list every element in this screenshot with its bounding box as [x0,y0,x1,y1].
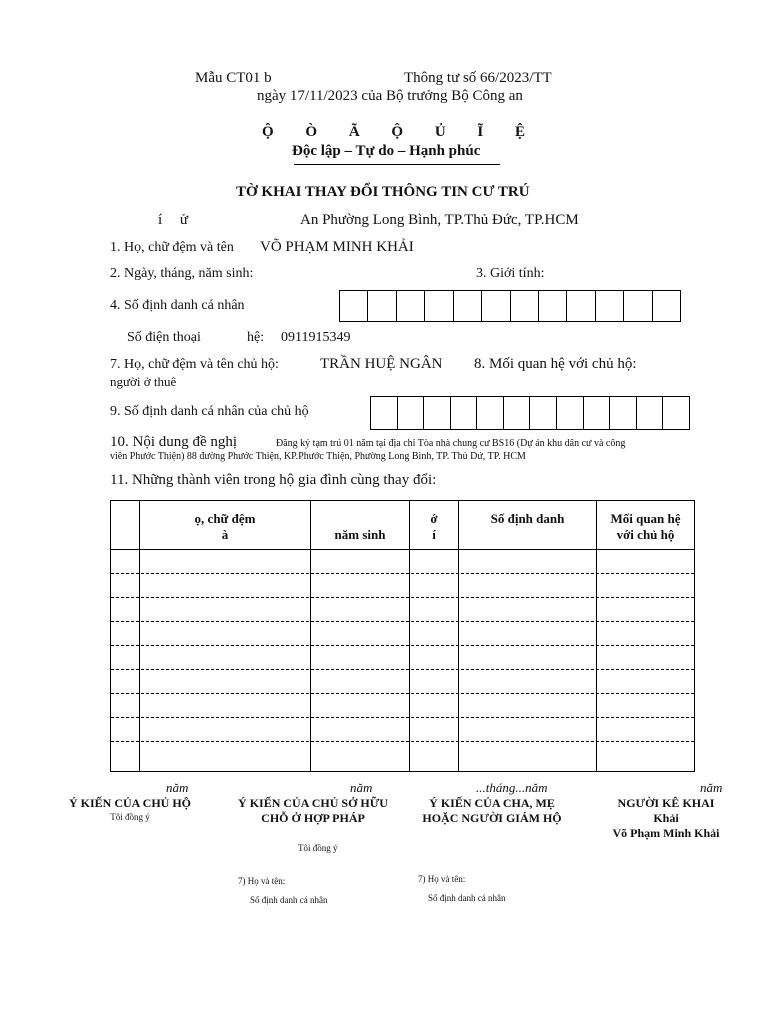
members-table [110,500,695,772]
header-fullname: ọ, chữ đệm à [194,511,256,542]
field10-value-line1: Đăng ký tạm trú 01 năm tại địa chỉ Tòa nhà chung cư BS16 (Dự án khu dân cư và công [276,438,626,449]
declarant-name: Võ Phạm Minh Khải [612,826,720,840]
field11-label: 11. Những thành viên trong hộ gia đình cùng thay đổi: [110,472,437,488]
field7-label: 7. Họ, chữ đệm và tên chủ hộ: [110,357,279,372]
date-col2: năm [350,780,373,795]
field1-value: VÕ PHẠM MINH KHẢI [260,239,414,255]
field7-value: TRẦN HUỆ NGÂN [320,356,443,372]
col2-id-label: Số định danh cá nhân [250,895,328,905]
household-head-id-boxes[interactable] [370,396,690,430]
declarant-signature: Khải [653,811,679,825]
field8-value: người ở thuê [110,374,177,389]
circular-number: Thông tư số 66/2023/TT [404,70,552,86]
header-gender: ớ í [430,511,438,542]
col2-name-label: 7) Họ và tên: [238,876,286,886]
col1-title: Ý KIẾN CỦA CHỦ HỘ [68,796,191,810]
field3-label: 3. Giới tính: [476,266,545,281]
col3-id-label: Số định danh cá nhân [428,893,506,903]
phone-value: 0911915349 [281,330,351,345]
table-row [111,621,694,622]
header-relation: Mối quan hệ với chủ hộ [610,511,681,542]
header-birth-year: năm sinh [334,527,386,542]
field1-label: 1. Họ, chữ đệm và tên [110,240,234,255]
form-code: Mẫu CT01 b [195,70,272,86]
table-row [111,669,694,670]
date-col1: năm [166,780,189,795]
col4-title: NGƯỜI KÊ KHAI Khải Võ Phạm Minh Khải [596,796,736,841]
col3-title: Ý KIẾN CỦA CHA, MẸ HOẶC NGƯỜI GIÁM HỘ [422,796,562,825]
header-id-number: Số định danh [490,511,565,526]
date-col4: năm [700,780,723,795]
national-title: Ộ Ò Ã Ộ Ủ Ĩ Ệ [262,124,526,140]
to-value: An Phường Long Bình, TP.Thủ Đức, TP.HCM [300,212,579,228]
field10-label: 10. Nội dung đề nghị [110,434,238,450]
motto: Độc lập – Tự do – Hạnh phúc [292,143,481,159]
field10-value-line2: viên Phước Thiện) 88 đường Phước Thiện, KP.Phước Thiện, Phường Long Bình, TP. Thủ Dứ, TP. HCM [110,451,526,462]
field9-label: 9. Số định danh cá nhân của chủ hộ [110,404,309,419]
col1-note: Tôi đồng ý [110,812,150,822]
table-row [111,573,694,574]
field8-label: 8. Mối quan hệ với chủ hộ: [474,356,637,372]
field4-label: 4. Số định danh cá nhân [110,298,245,313]
date-col3: ...tháng...năm [476,780,548,795]
phone-label: Số điện thoại [127,330,201,345]
col2-note: Tôi đồng ý [298,843,338,853]
table-row [111,741,694,742]
to-prefix: í ử [158,212,189,228]
col2-title: Ý KIẾN CỦA CHỦ SỞ HỮU CHỖ Ở HỢP PHÁP [238,796,388,825]
table-row [111,597,694,598]
circular-date: ngày 17/11/2023 của Bộ trưởng Bộ Công an [257,88,523,104]
phone-mid: hệ: [247,330,265,345]
motto-underline [294,164,500,165]
form-title: TỜ KHAI THAY ĐỔI THÔNG TIN CƯ TRÚ [236,184,530,200]
table-row [111,645,694,646]
personal-id-boxes[interactable] [339,290,681,322]
col3-name-label: 7) Họ và tên: [418,874,466,884]
table-row [111,717,694,718]
table-row [111,693,694,694]
field2-label: 2. Ngày, tháng, năm sinh: [110,266,254,281]
